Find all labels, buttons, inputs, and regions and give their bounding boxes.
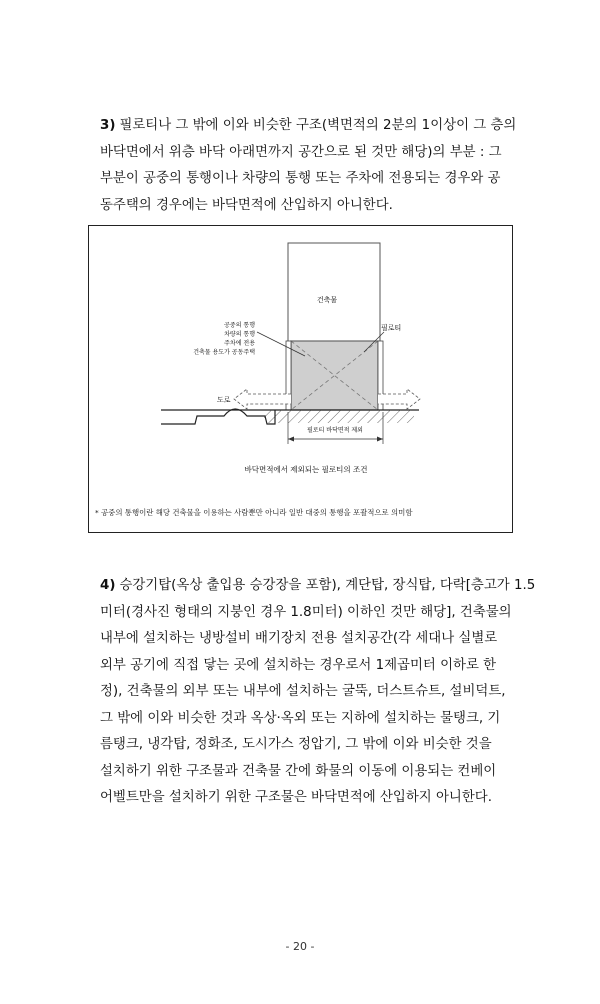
item-3-line-1: 3) 필로티나 그 밖에 이와 비슷한 구조(벽면적의 2분의 1이상이 그 층의 xyxy=(100,118,517,133)
building-label: 건축물 xyxy=(316,296,338,304)
item-4-line-3: 내부에 설치하는 냉방설비 배기장치 전용 설치공간(각 세대나 실별로 xyxy=(100,631,498,646)
usage-line-1: 공중의 통행 xyxy=(224,322,255,329)
dimension-label: 필로티 바닥면적 제외 xyxy=(307,427,363,434)
ground-hatch xyxy=(264,410,414,423)
piloti-diagram xyxy=(89,226,512,532)
right-passage-arrow xyxy=(378,389,420,409)
piloti-label: 필로티 xyxy=(381,324,402,332)
item-4-line-1: 4) 승강기탑(옥상 출입용 승강장을 포함), 계단탑, 장식탑, 다락[층고가 1.5 xyxy=(100,578,536,593)
figure-caption: 바닥면적에서 제외되는 필로티의 조건 xyxy=(244,465,368,474)
item-4-line-8: 설치하기 위한 구조물과 건축물 간에 화물의 이동에 이용되는 컨베이 xyxy=(100,763,497,779)
item-4-line-4: 외부 공기에 직접 닿는 곳에 설치하는 경우로서 1제곱미터 이하로 한 xyxy=(100,657,497,673)
item-4-line-7: 름탱크, 냉각탑, 정화조, 도시가스 정압기, 그 밖에 이와 비슷한 것을 xyxy=(100,737,492,752)
item-4-line-5: 정), 건축물의 외부 또는 내부에 설치하는 굴뚝, 더스트슈트, 설비덕트, xyxy=(100,684,506,699)
item-3-line-2: 바닥면에서 위층 바닥 아래면까지 공간으로 된 것만 해당)의 부분 : 그 xyxy=(100,144,502,160)
item-3-paragraph xyxy=(100,113,540,219)
item-3-number: 3) xyxy=(100,118,116,133)
item-4-line-6: 그 밖에 이와 비슷한 것과 옥상·옥외 또는 지하에 설치하는 물탱크, 기 xyxy=(100,710,501,726)
item-3-line-3: 부분이 공중의 통행이나 차량의 통행 또는 주차에 전용되는 경우와 공 xyxy=(100,171,501,186)
item-4-line-9: 어벨트만을 설치하기 위한 구조물은 바닥면적에 산입하지 아니한다. xyxy=(100,790,492,805)
road-label: 도로 xyxy=(217,396,231,404)
item-4-number: 4) xyxy=(100,578,116,593)
road-profile xyxy=(161,409,275,424)
item-3-line-4: 동주택의 경우에는 바닥면적에 산입하지 아니한다. xyxy=(100,197,393,213)
page-number: - 20 - xyxy=(285,940,315,953)
item-4-line-2: 미터(경사진 형태의 지붕인 경우 1.8미터) 이하인 것만 해당], 건축물의 xyxy=(100,604,512,620)
piloti-figure xyxy=(88,225,513,533)
figure-note: * 공중의 통행이란 해당 건축물을 이용하는 사람뿐만 아니라 일반 대중의 통행을 포괄적으로 의미함 xyxy=(95,508,413,517)
usage-line-2: 차량의 통행 xyxy=(224,331,255,338)
usage-line-3: 주차에 전용 xyxy=(224,340,255,347)
left-passage-arrow xyxy=(234,389,291,409)
item-4-paragraph xyxy=(100,573,540,812)
usage-line-4: 건축물 용도가 공동주택 xyxy=(193,349,255,356)
